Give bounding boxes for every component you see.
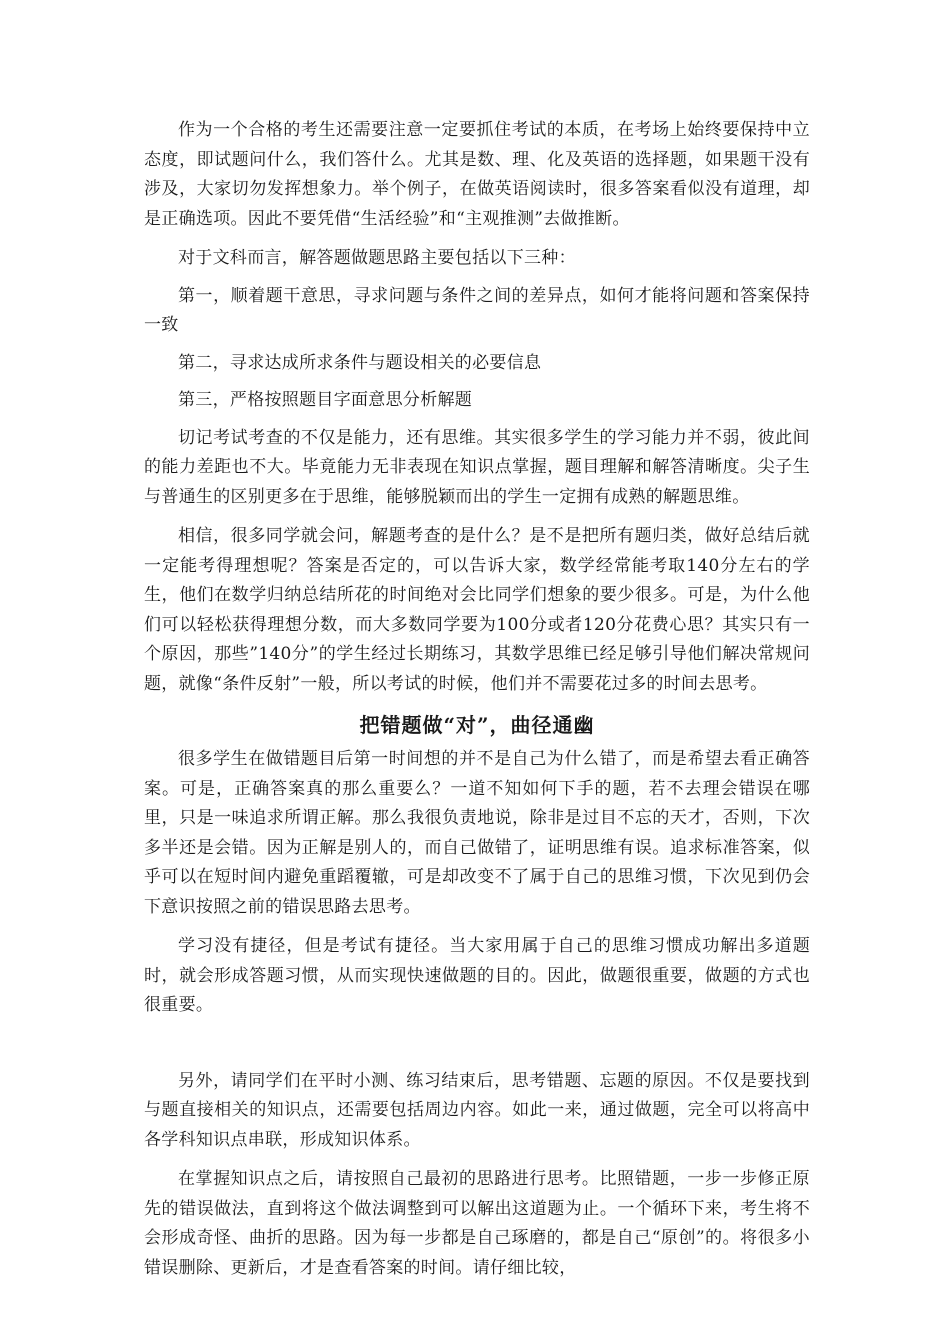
paragraph-shortcut: 学习没有捷径，但是考试有捷径。当大家用属于自己的思维习惯成功解出多道题时，就会形成答题习惯，从而实现快速做题的目的。因此，做题很重要，做题的方式也很重要。 xyxy=(144,936,810,1015)
paragraph-liberal-arts-intro: 对于文科而言，解答题做题思路主要包括以下三种： xyxy=(178,248,576,268)
paragraph-thinking-ability: 切记考试考查的不仅是能力，还有思维。其实很多学生的学习能力并不弱，彼此间的能力差距也不大。毕竟能力无非表现在知识点掌握，题目理解和解答清晰度。尖子生与普通生的区别更多在于思维，能够脱颖而出的学生一定拥有成熟的解题思维。 xyxy=(144,427,810,507)
paragraph-spacer xyxy=(144,1031,810,1067)
paragraph-method-two: 第二，寻求达成所求条件与题设相关的必要信息 xyxy=(178,352,542,373)
paragraph-exam-essence: 作为一个合格的考生还需要注意一定要抓住考试的本质，在考场上始终要保持中立态度，即试题问什么，我们答什么。尤其是数、理、化及英语的选择题，如果题干没有涉及，大家切勿发挥想象力。举个例子，在做英语阅读时，很多答案看似没有道理，却是正确选项。因此不要凭借“生活经验”和“主观推测”去做推断。 xyxy=(144,120,810,229)
section-heading: 把错题做“对”，曲径通幽 xyxy=(359,713,595,737)
paragraph-original-thinking: 在掌握知识点之后，请按照自己最初的思路进行思考。比照错题，一步一步修正原先的错误做法，直到将这个做法调整到可以解出这道题为止。一个循环下来，考生将不会形成奇怪、曲折的思路。因为每一步都是自己琢磨的，都是自己“原创”的。将很多小错误删除、更新后，才是查看答案的时间。请仔细比较， xyxy=(144,1169,810,1278)
paragraph-method-three: 第三，严格按照题目字面意思分析解题 xyxy=(178,390,473,410)
paragraph-review-errors: 另外，请同学们在平时小测、练习结束后，思考错题、忘题的原因。不仅是要找到与题直接相关的知识点，还需要包括周边内容。如此一来，通过做题，完全可以将高中各学科知识点串联，形成知识体系。 xyxy=(144,1070,810,1150)
paragraph-method-one: 第一，顺着题干意思，寻求问题与条件之间的差异点，如何才能将问题和答案保持一致 xyxy=(144,285,810,335)
paragraph-wrong-answers: 很多学生在做错题目后第一时间想的并不是自己为什么错了，而是希望去看正确答案。可是，正确答案真的那么重要么？一道不知如何下手的题，若不去理会错误在哪里，只是一味追求所谓正解。那么我很负责地说，除非是过目不忘的天才，否则，下次多半还是会错。因为正解是别人的，而自己做错了，证明思维有误。追求标准答案，似乎可以在短时间内避免重蹈覆辙，可是却改变不了属于自己的思维习惯，下次见到仍会下意识按照之前的错误思路去思考。 xyxy=(144,749,810,917)
document-body xyxy=(144,116,810,1293)
paragraph-140-score-students: 相信，很多同学就会问，解题考查的是什么？是不是把所有题归类，做好总结后就一定能考得理想呢？答案是否定的，可以告诉大家，数学经常能考取140分左右的学生，他们在数学归纳总结所花的时间绝对会比同学们想象的要少很多。可是，为什么他们可以轻松获得理想分数，而大多数同学要为100分或者120分花费心思？其实只有一个原因，那些”140分”的学生经过长期练习，其数学思维已经足够引导他们解决常规问题，就像“条件反射”一般，所以考试的时候，他们并不需要花过多的时间去思考。 xyxy=(144,526,810,694)
